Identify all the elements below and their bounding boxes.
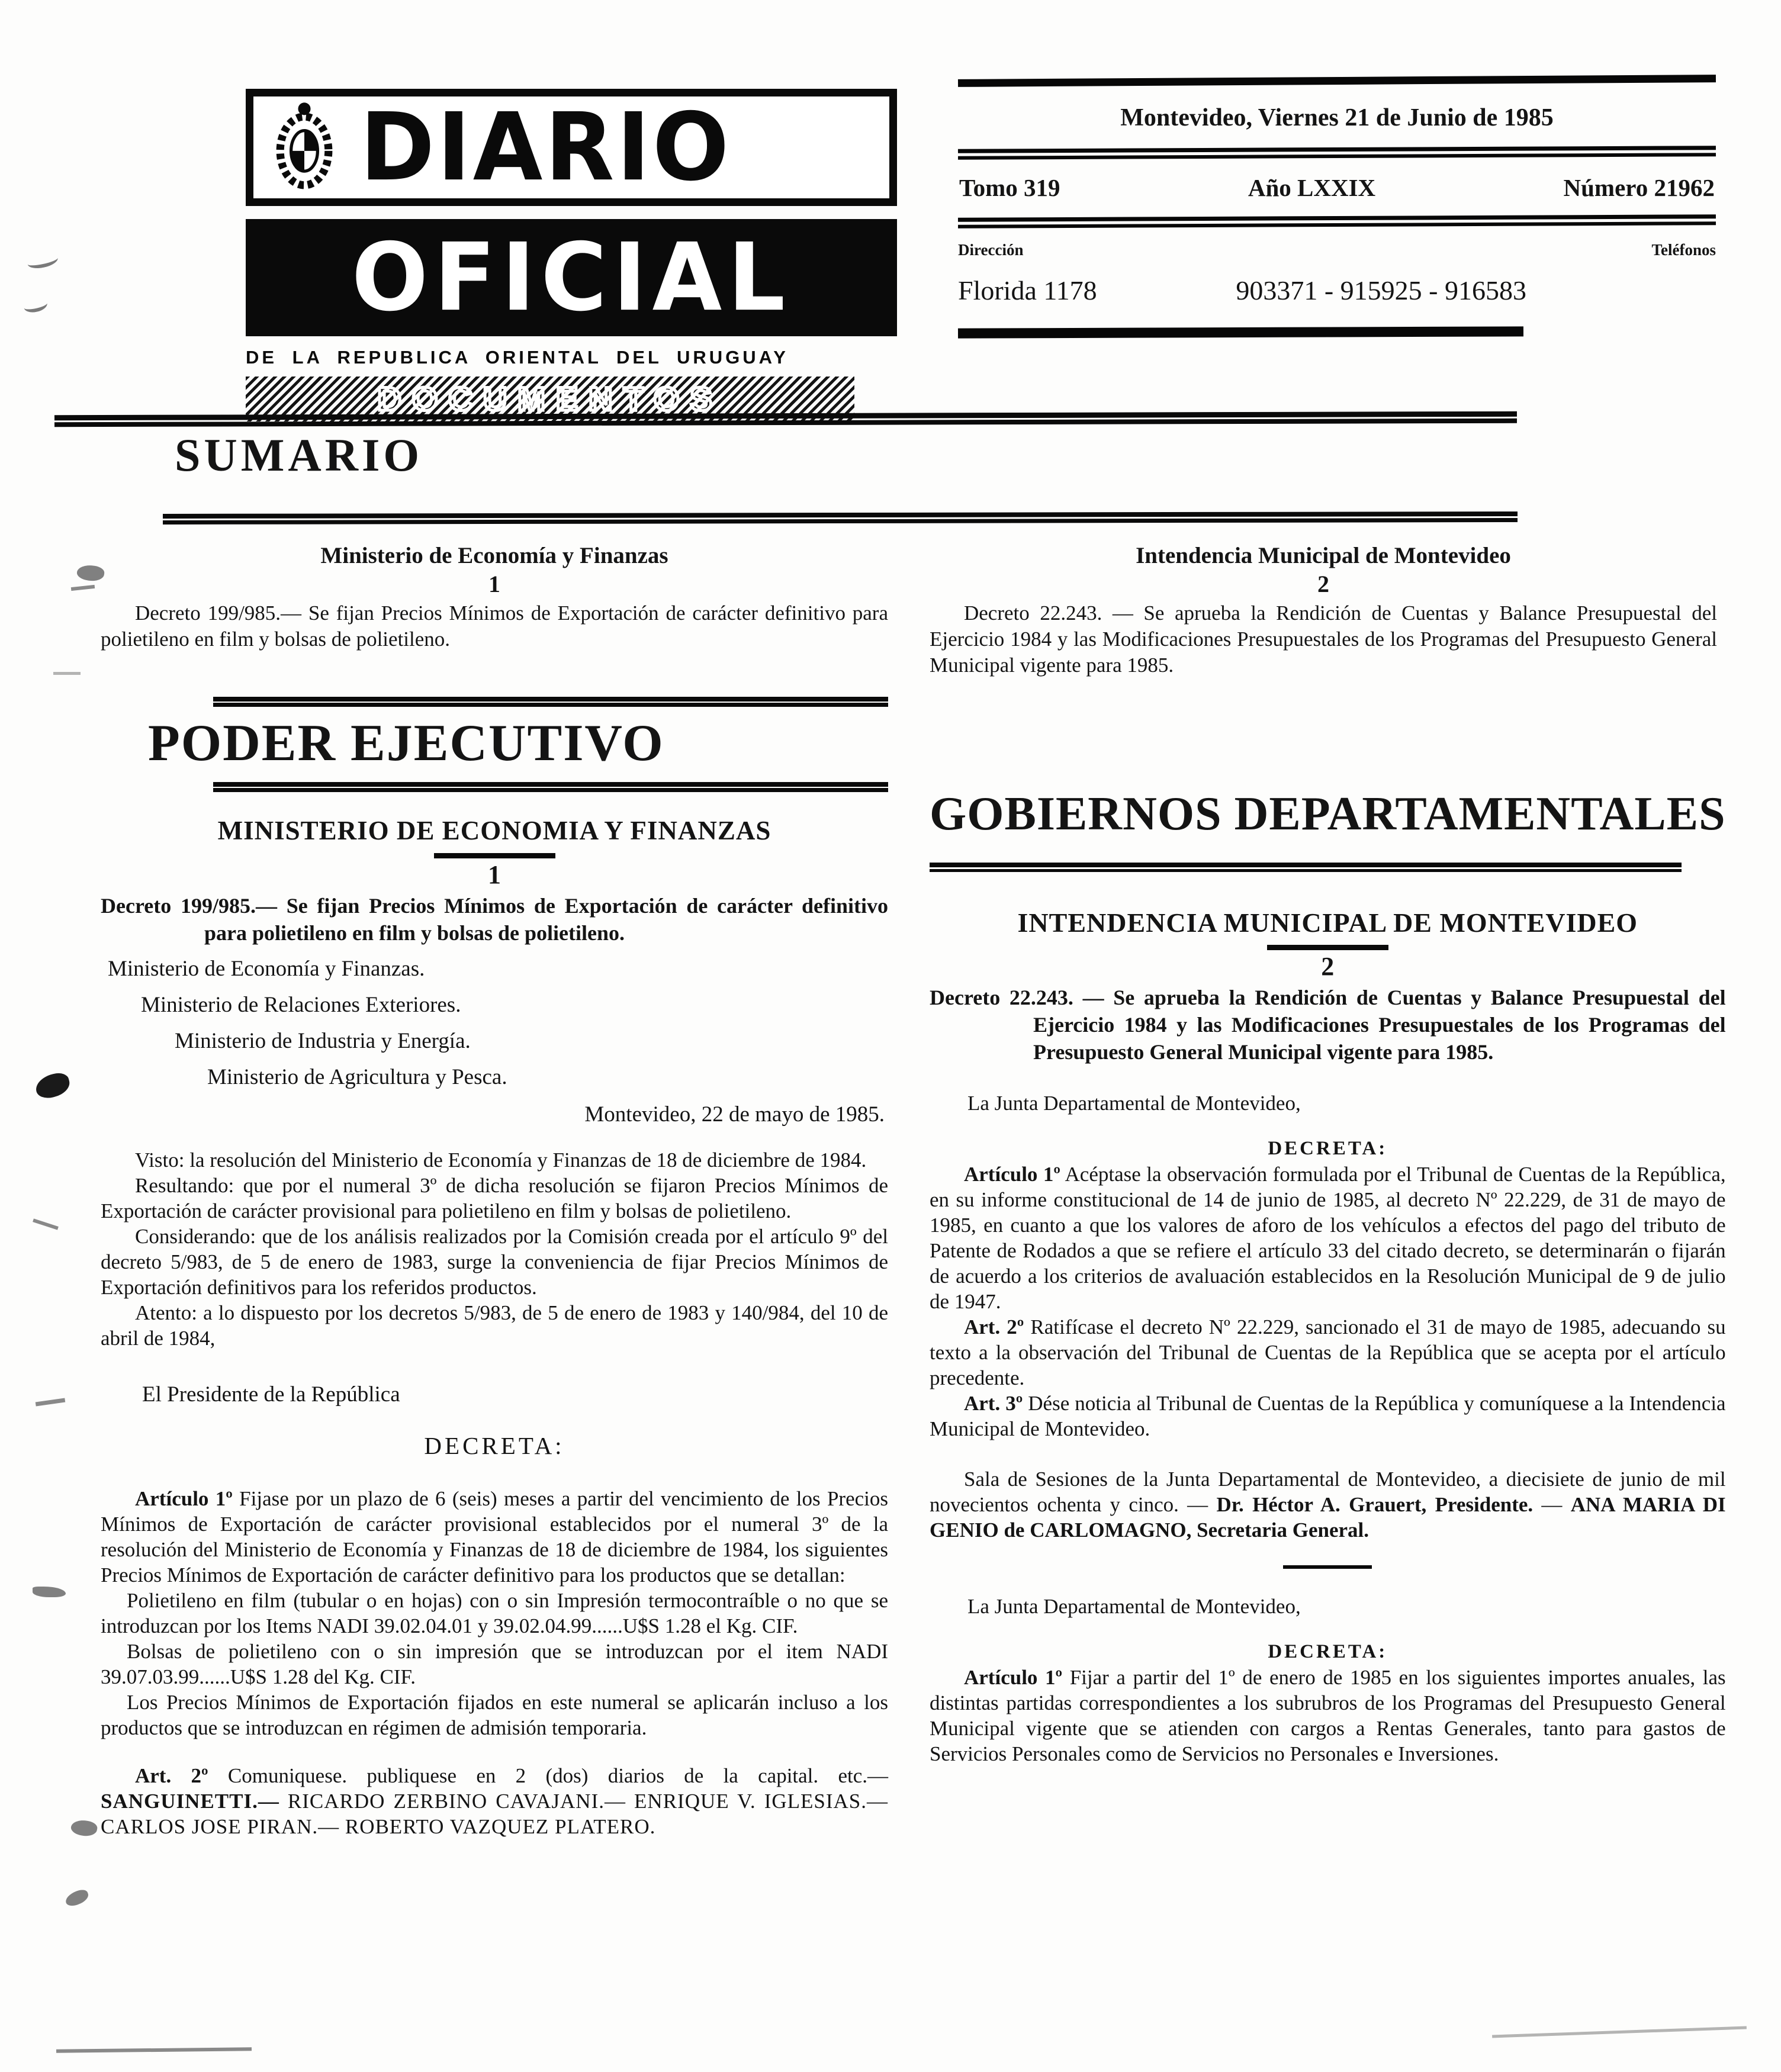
scan-smudge xyxy=(1492,2026,1747,2038)
sumario-section xyxy=(101,542,1717,678)
masthead-title-diario: DIARIO xyxy=(360,92,732,202)
decree-number-1: 1 xyxy=(488,860,501,889)
sumario-left-text: Decreto 199/985.— Se fijan Precios Mínimos de Exportación de carácter definitivo para polietileno en film y bolsas de polietileno. xyxy=(101,601,888,651)
articulo-1-municipal-label: Artículo 1º xyxy=(964,1163,1060,1186)
scan-smudge xyxy=(33,1218,59,1230)
header-bottom-bar xyxy=(958,326,1523,338)
gobiernos-rule xyxy=(930,863,1682,872)
art-3-municipal-label: Art. 3º xyxy=(964,1392,1023,1415)
scan-smudge xyxy=(36,1398,65,1407)
articulo-1-final-label: Artículo 1º xyxy=(964,1666,1063,1689)
direccion-label: Dirección xyxy=(958,241,1024,259)
poder-ejecutivo-rule-bottom xyxy=(213,782,888,792)
sumario-right-entry xyxy=(930,542,1717,678)
sala-text: Sala de Sesiones de la Junta Departamental de Montevideo, a diecisiete de junio de mil novecientos ochenta y cinco. — xyxy=(930,1468,1726,1516)
section-mini-divider xyxy=(1283,1565,1372,1569)
art-3-municipal-paragraph xyxy=(930,1391,1726,1442)
decree-199-label: Decreto 199/985.— xyxy=(101,893,277,918)
sumario-right-heading: Intendencia Municipal de Montevideo xyxy=(1136,543,1511,568)
gobiernos-departamentales-title: GOBIERNOS DEPARTAMENTALES xyxy=(930,788,1726,840)
articulo-1-final-paragraph xyxy=(930,1665,1726,1767)
president-line: El Presidente de la República xyxy=(142,1382,400,1407)
articulo-1-paragraph xyxy=(101,1486,888,1588)
ministry-line: Ministerio de Industria y Energía. xyxy=(175,1028,471,1053)
product-price-paragraph: Los Precios Mínimos de Exportación fijados en este numeral se aplicarán incluso a los productos que se introduzcan en régimen de admisión temporaria. xyxy=(101,1690,888,1739)
decree-dateline: Montevideo, 22 de mayo de 1985. xyxy=(584,1102,885,1127)
ministry-line: Ministerio de Relaciones Exteriores. xyxy=(141,992,461,1017)
articulo-1-text: Fijase por un plazo de 6 (seis) meses a partir del vencimiento de los Precios Mínimos de Exportación de carácter provisional establecidos por el numeral 3º de la resolución del Ministerio de Economía y Finanzas de 18 de diciembre de 1984, los siguientes Precios Mínimos de Exportación de carácter definitivo para los productos que se detallan: xyxy=(101,1487,889,1587)
header-rule xyxy=(958,146,1716,160)
poder-ejecutivo-rule-top xyxy=(213,697,888,707)
masthead-subtitle: DE LA REPUBLICA ORIENTAL DEL URUGUAY xyxy=(246,347,789,368)
sala-de-sesiones-paragraph xyxy=(930,1466,1726,1543)
articulo-1-municipal-text: Acéptase la observación formulada por el Tribunal de Cuentas de la República, en su informe constitucional de 14 de junio de 1985, al decreto Nº 22.229, de 31 de mayo de 1985, en cuanto a que los valores de aforo de los vehículos a efectos del pago del tributo de Patente de Rodados a que se refiere el artículo 33 del citado decreto, se determinarán o fijarán de acuerdo a los criterios de avaluación establecidos en la Resolución Municipal de 9 de julio de 1947. xyxy=(930,1163,1726,1313)
tomo-value: Tomo 319 xyxy=(959,174,1060,201)
art-3-municipal-text: Dése noticia al Tribunal de Cuentas de la República y comuníquese a la Intendencia Municipal de Montevideo. xyxy=(930,1392,1726,1440)
decreta-heading: DECRETA: xyxy=(424,1431,565,1459)
sumario-left-entry xyxy=(101,542,888,678)
decree-22243-summary: Se aprueba la Rendición de Cuentas y Balance Presupuestal del Ejercicio 1984 y las Modificaciones Presupuestales de los Programas del Presupuesto General Municipal vigente para 1985. xyxy=(1033,986,1726,1064)
art-2-municipal-label: Art. 2º xyxy=(964,1315,1024,1339)
articulo-1-final-text: Fijar a partir del 1º de enero de 1985 en los siguientes importes anuales, las distintas partidas correspondientes a los subrubros de los Programas del Presupuesto General Municipal vigente que se atienden con cargos a Rentas Generales, tanto para gastos de Servicios Personales como de Servicios no Personales e Inversiones. xyxy=(930,1666,1726,1765)
ano-value: Año LXXIX xyxy=(1248,174,1376,201)
junta-departamental-line-2: La Junta Departamental de Montevideo, xyxy=(967,1595,1301,1618)
ministry-heading-rule xyxy=(434,853,555,858)
telefonos-value: 903371 - 915925 - 916583 xyxy=(1236,275,1526,305)
articulo-2-label: Art. 2º xyxy=(135,1764,208,1787)
visto-paragraph: Visto: la resolución del Ministerio de Economía y Finanzas de 18 de diciembre de 1984. xyxy=(135,1148,867,1172)
articulo-1-municipal-paragraph xyxy=(930,1162,1726,1314)
atento-paragraph: Atento: a lo dispuesto por los decretos 5/983, de 5 de enero de 1983 y 140/984, del 10 de abril de 1984, xyxy=(101,1301,888,1350)
masthead xyxy=(246,89,897,422)
scan-smudge xyxy=(33,1587,66,1597)
header-rule xyxy=(958,214,1716,229)
articulo-2-paragraph xyxy=(101,1763,888,1839)
scan-smudge xyxy=(63,1888,90,1908)
art-2-municipal-paragraph xyxy=(930,1314,1726,1391)
scan-smudge xyxy=(26,252,59,271)
ministry-heading: MINISTERIO DE ECONOMIA Y FINANZAS xyxy=(217,815,771,845)
decree-199-summary: Se fijan Precios Mínimos de Exportación de carácter definitivo para polietileno en film y bolsas de polietileno. xyxy=(204,893,888,945)
scan-smudge xyxy=(70,1818,98,1838)
left-column xyxy=(101,697,888,1839)
sumario-right-number: 2 xyxy=(1317,571,1329,597)
numero-value: Número 21962 xyxy=(1563,174,1715,201)
masthead-title-oficial: OFICIAL xyxy=(351,223,792,332)
decree-199-heading xyxy=(101,892,888,947)
ministry-line: Ministerio de Economía y Finanzas. xyxy=(108,956,425,981)
decree-22243-heading xyxy=(930,984,1726,1066)
secretaria-signature: ANA MARIA DI GENIO de CARLOMAGNO, Secretaria General. xyxy=(930,1493,1726,1542)
main-content xyxy=(101,697,1726,1839)
decreta-heading-small-2: DECRETA: xyxy=(1268,1641,1388,1662)
right-column xyxy=(930,697,1726,1839)
presidente-signature: Dr. Héctor A. Grauert, Presidente. xyxy=(1216,1493,1534,1516)
signature-sanguinetti: SANGUINETTI.— xyxy=(101,1789,288,1813)
sumario-title: SUMARIO xyxy=(175,429,423,481)
sumario-rule xyxy=(163,511,1518,525)
articulo-2-text: Comuniquese. publiquese en 2 (dos) diarios de la capital. etc.— xyxy=(208,1764,888,1787)
documentos-banner-text: DOCUMENTOS xyxy=(377,380,723,417)
product-price-paragraph: Polietileno en film (tubular o en hojas) con o sin Impresión termocontraíble o no que se introduzcan por los Items NADI 39.02.04.01 y 39.02.04.99......U$S 1.28 el Kg. CIF. xyxy=(101,1588,888,1637)
scan-smudge xyxy=(53,672,81,675)
edition-date: Montevideo, Viernes 21 de Junio de 1985 xyxy=(1120,104,1554,131)
junta-departamental-line: La Junta Departamental de Montevideo, xyxy=(967,1092,1301,1115)
signature-ministers: RICARDO ZERBINO CAVAJANI.— ENRIQUE V. IGLESIAS.— CARLOS JOSE PIRAN.— ROBERTO VAZQUEZ PLATERO. xyxy=(101,1789,888,1838)
direccion-value: Florida 1178 xyxy=(958,275,1097,305)
sumario-right-text: Decreto 22.243. — Se aprueba la Rendición de Cuentas y Balance Presupuestal del Ejercicio 1984 y las Modificaciones Presupuestales de los Programas del Presupuesto General Municipal vigente para 1985. xyxy=(930,601,1717,677)
address-labels-row xyxy=(958,241,1716,259)
telefonos-label: Teléfonos xyxy=(1651,241,1716,259)
diario-logo-box xyxy=(246,89,897,206)
scan-smudge xyxy=(71,585,95,591)
scan-smudge xyxy=(22,297,49,314)
header-top-rule xyxy=(958,75,1716,87)
header-info xyxy=(958,77,1716,337)
scan-smudge xyxy=(33,1071,72,1101)
scan-smudge xyxy=(56,2047,252,2052)
coat-of-arms-icon xyxy=(269,99,340,196)
address-values-row xyxy=(958,275,1526,306)
decree-22243-label: Decreto 22.243. — xyxy=(930,986,1104,1009)
art-2-municipal-text: Ratifícase el decreto Nº 22.229, sancionado el 31 de mayo de 1985, adecuando su texto a la observación del Tribunal de Cuentas de la República que se acepta por el artículo precedente. xyxy=(930,1315,1726,1389)
articulo-1-label: Artículo 1º xyxy=(135,1487,233,1510)
sumario-left-number: 1 xyxy=(488,571,500,597)
resultando-paragraph: Resultando: que por el numeral 3º de dicha resolución se fijaron Precios Mínimos de Exportación de carácter provisional para polietileno en film y bolsas de polietileno. xyxy=(101,1173,888,1222)
decree-number-2: 2 xyxy=(1321,952,1335,981)
poder-ejecutivo-title: PODER EJECUTIVO xyxy=(148,715,664,772)
considerando-paragraph: Considerando: que de los análisis realizados por la Comisión creada por el artículo 9º del decreto 5/983, de 5 de enero de 1983, surge la conveniencia de fijar Precios Mínimos de Exportación definitivos para los referidos productos. xyxy=(101,1224,888,1299)
intendencia-heading: INTENDENCIA MUNICIPAL DE MONTEVIDEO xyxy=(1017,908,1638,938)
sumario-left-heading: Ministerio de Economía y Finanzas xyxy=(320,543,668,568)
oficial-logo-box xyxy=(246,219,897,336)
edition-meta-row xyxy=(959,173,1715,202)
product-price-paragraph: Bolsas de polietileno con o sin impresión que se introduzcan por el item NADI 39.07.03.99......U$S 1.28 del Kg. CIF. xyxy=(101,1639,888,1688)
intendencia-heading-rule xyxy=(1267,945,1388,950)
decreta-heading-small: DECRETA: xyxy=(1268,1138,1388,1159)
signature-separator: — xyxy=(1533,1493,1571,1516)
ministries-list xyxy=(101,957,888,1089)
ministry-line: Ministerio de Agricultura y Pesca. xyxy=(207,1064,507,1089)
